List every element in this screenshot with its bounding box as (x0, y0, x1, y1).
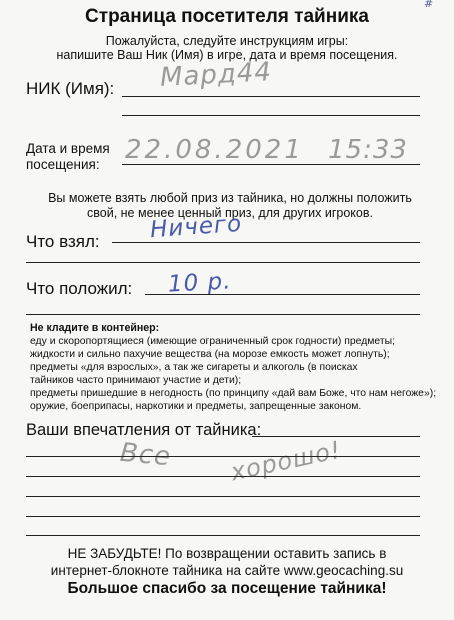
prohibited-item: еду и скоропортящиеся (имеющие ограниченный срок годности) предметы; (30, 336, 395, 347)
intro-line-2: напишите Ваш Ник (Имя) в игре, дата и время посещения. (56, 48, 398, 62)
put-line-2 (26, 314, 420, 315)
took-line-2 (26, 262, 420, 263)
visit-label-line-2: посещения: (26, 157, 100, 172)
nick-line-1 (122, 96, 420, 97)
intro-line-1: Пожалуйста, следуйте инструкциям игры: (105, 34, 349, 48)
intro-text (40, 34, 414, 62)
visit-time-value[interactable]: 15:33 (328, 135, 408, 165)
impressions-line-4 (26, 496, 420, 497)
exchange-note-line-1: Вы можете взять любой приз из тайника, но должны положить (48, 191, 412, 205)
put-value[interactable]: 10 р. (167, 268, 233, 298)
impressions-word-2[interactable]: хорошо! (228, 435, 344, 487)
put-label: Что положил: (26, 279, 133, 298)
took-label: Что взял: (26, 232, 100, 251)
visit-label (26, 141, 110, 173)
put-line-1 (145, 294, 420, 295)
prohibited-item: тайников часто принимают участие и дети); (30, 375, 242, 386)
prohibited-items (30, 322, 440, 413)
footer-line-2: интернет-блокноте тайника на сайте www.geocaching.su (50, 563, 404, 578)
prohibited-items-heading: Не кладите в контейнер: (30, 322, 160, 334)
nick-label: НИК (Имя): (26, 79, 115, 98)
visit-label-line-1: Дата и время (26, 141, 110, 156)
impressions-line-3 (26, 476, 420, 477)
footer-thanks: Большое спасибо за посещение тайника! (67, 580, 387, 597)
footer-reminder (0, 545, 454, 579)
prohibited-item: оружие, боеприпасы, наркотики и предметы, запрещенные законом. (30, 401, 362, 412)
took-line-1 (112, 242, 420, 243)
corner-handwritten-mark: # (424, 0, 434, 10)
nick-value[interactable]: Мард44 (159, 57, 273, 93)
prohibited-item: жидкости и сильно пахучие вещества (на морозе емкость может лопнуть); (30, 349, 390, 360)
nick-line-2 (122, 115, 420, 116)
exchange-note-line-2: свой, не менее ценный приз, для других игроков. (87, 206, 373, 220)
visit-date-value[interactable]: 22.08.2021 (125, 135, 304, 165)
impressions-label: Ваши впечатления от тайника: (26, 421, 262, 439)
impressions-word-1[interactable]: Все (118, 437, 173, 473)
footer-line-1: НЕ ЗАБУДЬТЕ! По возвращении оставить запись в (67, 546, 387, 561)
visit-line (122, 164, 420, 165)
page-title: Страница посетителя тайника (85, 6, 369, 27)
impressions-line-6 (26, 535, 420, 536)
took-value[interactable]: Ничего (149, 210, 243, 244)
impressions-line-5 (26, 516, 420, 517)
prohibited-item: предметы «для взрослых», а так же сигареты и алкоголь (в поисках (30, 362, 358, 373)
impressions-line-2 (26, 456, 420, 457)
prohibited-item: предметы пришедшие в негодность (по принципу «дай вам Боже, что нам негоже»); (30, 388, 437, 399)
